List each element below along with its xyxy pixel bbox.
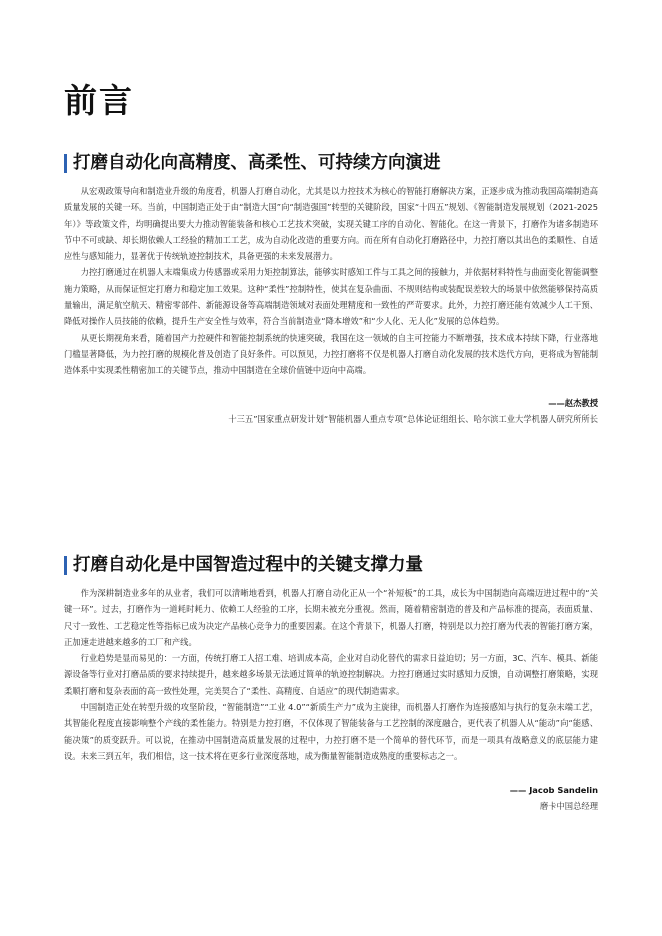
page-title: 前言 [64,81,134,120]
paragraph: 从更长期视角来看，随着国产力控硬件和智能控制系统的快速突破，我国在这一领域的自主可控能力不断增强，技术成本持续下降，行业落地门槛显著降低，为力控打磨的规模化普及创造了良好条件。可以预见，力控打磨将不仅是机器人打磨自动化发展的技术迭代方向，更将成为智能制造体系中实现柔性精密加工的关键节点，推动中国制造在全球价值链中迈向中高端。 [64,332,598,376]
section-heading-text: 打磨自动化是中国智造过程中的关键支撑力量 [73,555,423,575]
section-heading [64,151,598,175]
signature-name: —— Jacob Sandelin [509,785,598,796]
section-heading [64,553,598,577]
paragraph: 中国制造正处在转型升级的攻坚阶段，“智能制造”“工业 4.0”“新质生产力”成为主旋律，而机器人打磨作为连接感知与执行的复杂末端工艺，其智能化程度直接影响整个产线的柔性能力。特别是力控打磨，不仅体现了智能装备与工艺控制的深度融合，更代表了机器人从“能动”向“能感、能决策”的质变跃升。可以说，在推动中国制造高质量发展的过程中，力控打磨不是一个简单的替代环节，而是一项具有战略意义的底层能力建设。未来三到五年，我们相信，这一技术将在更多行业深度落地，成为衡量智能制造成熟度的重要标志之一。 [64,702,598,761]
heading-accent-bar [64,154,67,173]
paragraph: 作为深耕制造业多年的从业者，我们可以清晰地看到，机器人打磨自动化正从一个“补短板”的工具，成长为中国制造向高端迈进过程中的“关键一环”。过去，打磨作为一道耗时耗力、依赖工人经验的工序，长期未被充分重视。然而，随着精密制造的普及和产品标准的提高，表面质量、尺寸一致性、工艺稳定性等指标已成为决定产品核心竞争力的重要因素。在这个背景下，机器人打磨，特别是以力控打磨为代表的智能打磨方案，正加速走进越来越多的工厂和产线。 [64,588,598,647]
section-key-support [64,553,598,814]
section-precision-trend [64,151,598,427]
paragraph: 力控打磨通过在机器人末端集成力传感器或采用力矩控制算法，能够实时感知工件与工具之间的接触力，并依据材料特性与曲面变化智能调整施力策略，从而保证恒定打磨力和稳定加工效果。这种“柔性”控制特性，使其在复杂曲面、不规则结构或装配误差较大的场景中依然能够保持高质量输出，满足航空航天、精密零部件、新能源设备等高端制造领域对表面处理精度和一致性的严苛要求。此外，力控打磨还能有效减少人工干预、降低对操作人员技能的依赖，提升生产安全性与效率，符合当前制造业“降本增效”和“少人化、无人化”发展的总体趋势。 [64,267,598,327]
section-heading-text: 打磨自动化向高精度、高柔性、可持续方向演进 [73,153,441,173]
heading-accent-bar [64,556,67,575]
signature-title: 磨卡中国总经理 [539,801,598,812]
signature-name: ——赵杰教授 [548,397,598,408]
signature-title: 十三五”国家重点研发计划“智能机器人重点专项”总体论证组组长、哈尔滨工业大学机器人研究所所长 [228,413,598,424]
paragraph: 行业趋势是显而易见的：一方面，传统打磨工人招工难、培训成本高，企业对自动化替代的需求日益迫切；另一方面，3C、汽车、模具、新能源设备等行业对打磨品质的要求持续提升，越来越多场景无法通过简单的轨迹控制解决。力控打磨通过实时感知力反馈，自动调整打磨策略，实现柔顺打磨和复杂表面的高一致性处理，完美契合了“柔性、高精度、自适应”的现代制造需求。 [64,653,598,696]
paragraph: 从宏观政策导向和制造业升级的角度看，机器人打磨自动化，尤其是以力控技术为核心的智能打磨解决方案，正逐步成为推动我国高端制造高质量发展的关键一环。当前，中国制造正处于由“制造大国”向“制造强国”转型的关键阶段，国家“十四五”规划、《智能制造发展规划（2021-2025年）》等政策文件，均明确提出要大力推动智能装备和核心工艺技术突破，实现关键工序的自动化、智能化。在这一背景下，打磨作为诸多制造环节中不可或缺、却长期依赖人工经验的精加工工艺，成为自动化改造的重要方向。而在所有自动化打磨路径中，力控打磨以其出色的柔顺性、自适应性与感知能力，显著优于传统轨迹控制技术，具备更强的未来发展潜力。 [64,186,598,262]
